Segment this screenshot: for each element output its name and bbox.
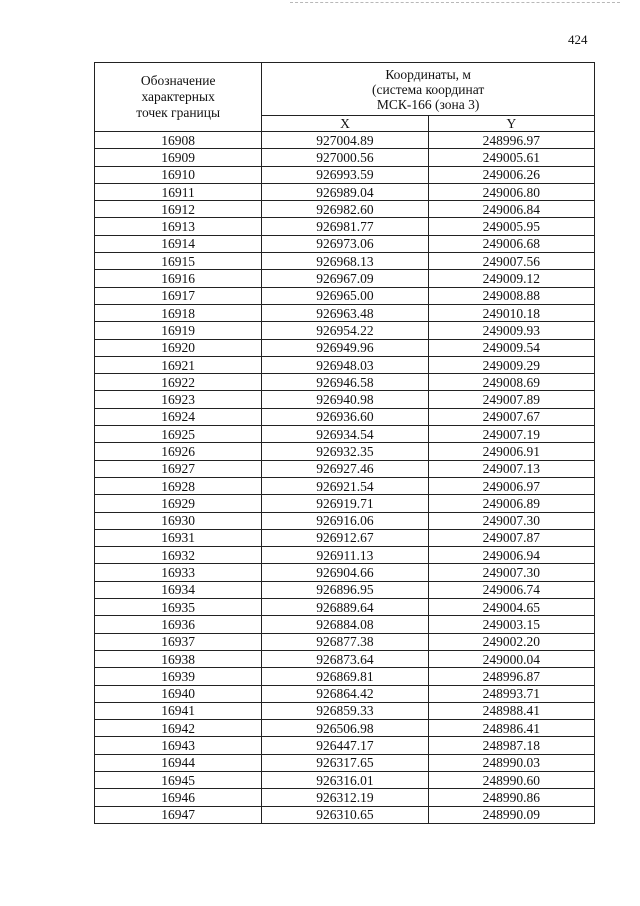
table-row bbox=[95, 650, 595, 667]
y-value-cell: 249009.54 bbox=[428, 339, 594, 356]
x-value-cell: 926317.65 bbox=[262, 754, 428, 771]
point-id-cell: 16938 bbox=[95, 650, 262, 667]
table-row bbox=[95, 356, 595, 373]
table-row bbox=[95, 374, 595, 391]
x-value-cell: 926506.98 bbox=[262, 720, 428, 737]
point-id-cell: 16914 bbox=[95, 235, 262, 252]
point-id-cell: 16928 bbox=[95, 477, 262, 494]
y-value-cell: 249000.04 bbox=[428, 650, 594, 667]
table-row bbox=[95, 599, 595, 616]
y-value-cell: 249006.68 bbox=[428, 235, 594, 252]
table-row bbox=[95, 685, 595, 702]
point-id-cell: 16919 bbox=[95, 322, 262, 339]
table-row bbox=[95, 339, 595, 356]
table-row bbox=[95, 512, 595, 529]
point-id-cell: 16947 bbox=[95, 806, 262, 823]
point-id-cell: 16940 bbox=[95, 685, 262, 702]
point-id-cell: 16944 bbox=[95, 754, 262, 771]
y-value-cell: 248987.18 bbox=[428, 737, 594, 754]
x-value-cell: 926963.48 bbox=[262, 304, 428, 321]
y-value-cell: 249008.88 bbox=[428, 287, 594, 304]
x-value-cell: 926912.67 bbox=[262, 529, 428, 546]
x-value-cell: 926911.13 bbox=[262, 547, 428, 564]
top-scan-line bbox=[290, 2, 620, 3]
point-id-cell: 16912 bbox=[95, 201, 262, 218]
x-value-cell: 926948.03 bbox=[262, 356, 428, 373]
point-id-cell: 16908 bbox=[95, 132, 262, 149]
x-value-cell: 926310.65 bbox=[262, 806, 428, 823]
point-id-cell: 16915 bbox=[95, 253, 262, 270]
table-row bbox=[95, 737, 595, 754]
y-value-cell: 249007.13 bbox=[428, 460, 594, 477]
table-row bbox=[95, 754, 595, 771]
x-value-cell: 926973.06 bbox=[262, 235, 428, 252]
table-row bbox=[95, 668, 595, 685]
point-id-cell: 16936 bbox=[95, 616, 262, 633]
table-row bbox=[95, 270, 595, 287]
point-id-cell: 16923 bbox=[95, 391, 262, 408]
y-column-header: Y bbox=[428, 116, 594, 132]
y-value-cell: 249006.91 bbox=[428, 443, 594, 460]
y-value-cell: 249010.18 bbox=[428, 304, 594, 321]
y-value-cell: 248990.60 bbox=[428, 771, 594, 788]
y-value-cell: 249009.29 bbox=[428, 356, 594, 373]
x-value-cell: 926965.00 bbox=[262, 287, 428, 304]
x-value-cell: 926967.09 bbox=[262, 270, 428, 287]
point-id-cell: 16909 bbox=[95, 149, 262, 166]
table-row bbox=[95, 581, 595, 598]
table-row bbox=[95, 304, 595, 321]
table-row bbox=[95, 149, 595, 166]
table-row bbox=[95, 529, 595, 546]
point-id-cell: 16925 bbox=[95, 426, 262, 443]
point-id-cell: 16937 bbox=[95, 633, 262, 650]
y-value-cell: 248990.86 bbox=[428, 789, 594, 806]
table-row bbox=[95, 201, 595, 218]
table-row bbox=[95, 235, 595, 252]
table-row bbox=[95, 218, 595, 235]
table-body bbox=[95, 132, 595, 824]
y-value-cell: 249007.30 bbox=[428, 564, 594, 581]
points-header-line: точек границы bbox=[136, 105, 221, 120]
y-value-cell: 249007.67 bbox=[428, 408, 594, 425]
table-row bbox=[95, 132, 595, 149]
table-row bbox=[95, 806, 595, 823]
y-value-cell: 249008.69 bbox=[428, 374, 594, 391]
x-value-cell: 926993.59 bbox=[262, 166, 428, 183]
table-row bbox=[95, 547, 595, 564]
y-value-cell: 249005.95 bbox=[428, 218, 594, 235]
y-value-cell: 249006.89 bbox=[428, 495, 594, 512]
point-id-cell: 16945 bbox=[95, 771, 262, 788]
point-id-cell: 16942 bbox=[95, 720, 262, 737]
point-id-cell: 16926 bbox=[95, 443, 262, 460]
coordinates-header-line: МСК-166 (зона 3) bbox=[376, 96, 480, 112]
y-value-cell: 248990.09 bbox=[428, 806, 594, 823]
x-value-cell: 926954.22 bbox=[262, 322, 428, 339]
table-row bbox=[95, 771, 595, 788]
table-row bbox=[95, 253, 595, 270]
point-id-cell: 16924 bbox=[95, 408, 262, 425]
y-value-cell: 248996.87 bbox=[428, 668, 594, 685]
page-number: 424 bbox=[568, 32, 588, 47]
x-value-cell: 927004.89 bbox=[262, 132, 428, 149]
point-id-cell: 16946 bbox=[95, 789, 262, 806]
point-id-cell: 16939 bbox=[95, 668, 262, 685]
x-value-cell: 926949.96 bbox=[262, 339, 428, 356]
y-value-cell: 248986.41 bbox=[428, 720, 594, 737]
y-value-cell: 249006.26 bbox=[428, 166, 594, 183]
points-header-line: Обозначение bbox=[140, 73, 216, 88]
table-row bbox=[95, 633, 595, 650]
point-id-cell: 16933 bbox=[95, 564, 262, 581]
y-value-cell: 249009.12 bbox=[428, 270, 594, 287]
x-value-cell: 926936.60 bbox=[262, 408, 428, 425]
table-row bbox=[95, 564, 595, 581]
x-value-cell: 926859.33 bbox=[262, 702, 428, 719]
y-value-cell: 249002.20 bbox=[428, 633, 594, 650]
point-id-cell: 16913 bbox=[95, 218, 262, 235]
point-id-cell: 16910 bbox=[95, 166, 262, 183]
y-value-cell: 249006.94 bbox=[428, 547, 594, 564]
point-id-cell: 16921 bbox=[95, 356, 262, 373]
coordinates-table bbox=[94, 62, 595, 824]
x-value-cell: 926896.95 bbox=[262, 581, 428, 598]
x-value-cell: 926968.13 bbox=[262, 253, 428, 270]
x-value-cell: 926981.77 bbox=[262, 218, 428, 235]
x-value-cell: 926919.71 bbox=[262, 495, 428, 512]
table-row bbox=[95, 166, 595, 183]
y-value-cell: 249004.65 bbox=[428, 599, 594, 616]
y-value-cell: 249007.30 bbox=[428, 512, 594, 529]
point-id-cell: 16920 bbox=[95, 339, 262, 356]
x-value-cell: 926877.38 bbox=[262, 633, 428, 650]
table-row bbox=[95, 443, 595, 460]
y-value-cell: 248988.41 bbox=[428, 702, 594, 719]
y-value-cell: 249003.15 bbox=[428, 616, 594, 633]
points-header-line: характерных bbox=[141, 89, 215, 104]
coordinates-header bbox=[262, 63, 595, 116]
points-header bbox=[95, 63, 262, 132]
x-value-cell: 926904.66 bbox=[262, 564, 428, 581]
x-value-cell: 926869.81 bbox=[262, 668, 428, 685]
table-row bbox=[95, 426, 595, 443]
y-value-cell: 248990.03 bbox=[428, 754, 594, 771]
point-id-cell: 16943 bbox=[95, 737, 262, 754]
x-value-cell: 926934.54 bbox=[262, 426, 428, 443]
y-value-cell: 248993.71 bbox=[428, 685, 594, 702]
table-row bbox=[95, 408, 595, 425]
y-value-cell: 249005.61 bbox=[428, 149, 594, 166]
point-id-cell: 16927 bbox=[95, 460, 262, 477]
x-value-cell: 926927.46 bbox=[262, 460, 428, 477]
table-row bbox=[95, 789, 595, 806]
table-row bbox=[95, 322, 595, 339]
table-row bbox=[95, 460, 595, 477]
y-value-cell: 249006.84 bbox=[428, 201, 594, 218]
y-value-cell: 249007.87 bbox=[428, 529, 594, 546]
point-id-cell: 16918 bbox=[95, 304, 262, 321]
y-value-cell: 249009.93 bbox=[428, 322, 594, 339]
x-value-cell: 926316.01 bbox=[262, 771, 428, 788]
point-id-cell: 16930 bbox=[95, 512, 262, 529]
x-value-cell: 926989.04 bbox=[262, 183, 428, 200]
table-row bbox=[95, 616, 595, 633]
y-value-cell: 249007.89 bbox=[428, 391, 594, 408]
y-value-cell: 249006.97 bbox=[428, 477, 594, 494]
table-row bbox=[95, 495, 595, 512]
x-value-cell: 927000.56 bbox=[262, 149, 428, 166]
point-id-cell: 16916 bbox=[95, 270, 262, 287]
x-value-cell: 926921.54 bbox=[262, 477, 428, 494]
coordinates-header-line: Координаты, м bbox=[385, 66, 471, 82]
y-value-cell: 249007.19 bbox=[428, 426, 594, 443]
table-row bbox=[95, 702, 595, 719]
y-value-cell: 249006.74 bbox=[428, 581, 594, 598]
x-value-cell: 926447.17 bbox=[262, 737, 428, 754]
x-value-cell: 926940.98 bbox=[262, 391, 428, 408]
point-id-cell: 16929 bbox=[95, 495, 262, 512]
point-id-cell: 16935 bbox=[95, 599, 262, 616]
coordinates-header-line: (система координат bbox=[372, 81, 485, 97]
table-row bbox=[95, 287, 595, 304]
x-value-cell: 926946.58 bbox=[262, 374, 428, 391]
point-id-cell: 16932 bbox=[95, 547, 262, 564]
x-value-cell: 926884.08 bbox=[262, 616, 428, 633]
table-row bbox=[95, 391, 595, 408]
x-value-cell: 926864.42 bbox=[262, 685, 428, 702]
y-value-cell: 249006.80 bbox=[428, 183, 594, 200]
point-id-cell: 16922 bbox=[95, 374, 262, 391]
point-id-cell: 16941 bbox=[95, 702, 262, 719]
point-id-cell: 16931 bbox=[95, 529, 262, 546]
y-value-cell: 249007.56 bbox=[428, 253, 594, 270]
x-value-cell: 926312.19 bbox=[262, 789, 428, 806]
x-value-cell: 926873.64 bbox=[262, 650, 428, 667]
point-id-cell: 16934 bbox=[95, 581, 262, 598]
table-row bbox=[95, 477, 595, 494]
table-row bbox=[95, 183, 595, 200]
point-id-cell: 16911 bbox=[95, 183, 262, 200]
x-value-cell: 926982.60 bbox=[262, 201, 428, 218]
x-value-cell: 926916.06 bbox=[262, 512, 428, 529]
table-row bbox=[95, 720, 595, 737]
y-value-cell: 248996.97 bbox=[428, 132, 594, 149]
x-value-cell: 926932.35 bbox=[262, 443, 428, 460]
point-id-cell: 16917 bbox=[95, 287, 262, 304]
x-column-header: X bbox=[262, 116, 428, 132]
x-value-cell: 926889.64 bbox=[262, 599, 428, 616]
